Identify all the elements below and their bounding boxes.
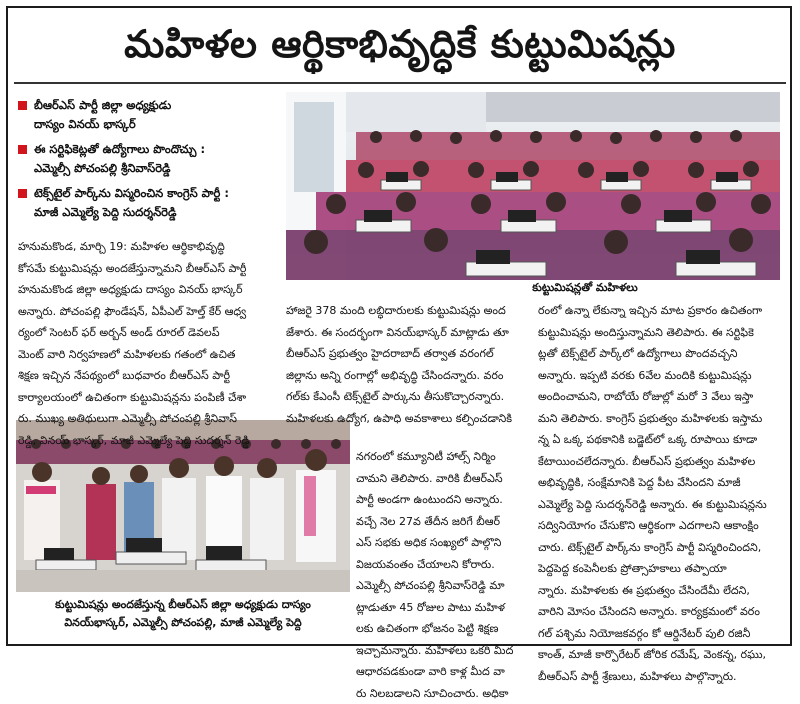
text-line: బీఆర్ఎస్ పార్టీ శ్రేణులు, మహిళలు పాల్గొన్నారు. xyxy=(538,666,782,688)
bullet-list xyxy=(18,96,284,228)
caption-line: కుట్టుమిషన్లు అందజేస్తున్న బీఆర్ఎస్ జిల్లా అధ్యక్షుడు దాస్యం xyxy=(16,596,350,614)
text-line: వచ్చే నెల 27వ తేదీన జరిగే బీఆర్ xyxy=(356,511,526,533)
bullet-item xyxy=(18,140,284,178)
text-line: గల్‌కు కేఎంసీ టెక్స్‌టైల్ పార్కును తీసుకొచ్చారన్నారు. xyxy=(286,386,528,408)
text-line: కార్యాలయంలో ఉచితంగా కుట్టుమిషన్లను పంపిణీ చేశా xyxy=(18,387,280,409)
sewing-class-photo-image xyxy=(286,92,780,280)
text-line: జిల్లాను అన్ని రంగాల్లో అభివృద్ధి చేసిందన్నారు. వరం xyxy=(286,365,528,387)
text-line: కాంత్, మాజీ కార్పొరేటర్ జోరిక రమేష్, వెంకన్న, రఘు, xyxy=(538,644,782,666)
text-line: గల్ పశ్చిమ నియోజకవర్గం కో ఆర్డినేటర్ పులి రజినీ xyxy=(538,623,782,645)
bullet-line: మాజీ ఎమ్మెల్యే పెద్ది సుదర్శన్‌రెడ్డి xyxy=(34,203,284,222)
text-line: రంలో ఉన్నా లేకున్నా ఇచ్చిన మాట ప్రకారం ఉచితంగా xyxy=(538,300,782,322)
text-line: కోసమే కుట్టుమిషన్లు అందజేస్తున్నామని బీఆర్ఎస్ పార్టీ xyxy=(18,258,280,280)
text-line: ట్లతో టెక్స్‌టైల్ పార్క్‌లో ఉద్యోగాలు పొందవచ్చని xyxy=(538,343,782,365)
article-column-2-lower xyxy=(356,446,526,704)
text-line: రు. ముఖ్య అతిథులుగా ఎమ్మెల్సీ పోచంపల్లి శ్రీనివాస్ xyxy=(18,408,280,430)
text-line: చామని తెలిపారు. వారికి బీఆర్ఎస్ xyxy=(356,468,526,490)
text-line: బీఆర్ఎస్ ప్రభుత్వం హైదరాబాద్ తర్వాత వరంగల్ xyxy=(286,343,528,365)
red-square-bullet-icon xyxy=(18,101,27,110)
text-line: విజయవంతం చేయాలని కోరారు. xyxy=(356,554,526,576)
red-square-bullet-icon xyxy=(18,145,27,154)
text-line: రు నిలబడాలని సూచించారు. అధికా xyxy=(356,683,526,704)
article-column-3 xyxy=(538,300,782,687)
text-line: ఎమ్మెల్సీ పోచంపల్లి శ్రీనివాస్‌రెడ్డి మా xyxy=(356,575,526,597)
article-column-2 xyxy=(286,300,528,429)
bullet-line: ఎమ్మెల్సీ పోచంపల్లి శ్రీనివాస్‌రెడ్డి xyxy=(34,159,284,178)
text-line: హనుమకొండ, మార్చి 19: మహిళల ఆర్థికాభివృద్ధి xyxy=(18,236,280,258)
red-square-bullet-icon xyxy=(18,189,27,198)
text-line: న్నారు. మహిళలకు ఈ ప్రభుత్వం చేసిందేమీ లేదని, xyxy=(538,580,782,602)
text-line: మహిళలకు ఉద్యోగ, ఉపాధి అవకాశాలు కల్పించడానికి xyxy=(286,408,528,430)
article-column-1 xyxy=(18,236,280,451)
bullet-item xyxy=(18,96,284,134)
text-line: అభివృద్ధికి, సంక్షేమానికి పెద్ద పీట వేసిందని మాజీ xyxy=(538,472,782,494)
text-line: ఆధారపడకుండా వారి కాళ్ల మీద వా xyxy=(356,661,526,683)
text-line: లకు ఉచితంగా భోజనం పెట్టి శిక్షణ xyxy=(356,618,526,640)
bullet-line: బీఆర్ఎస్ పార్టీ జిల్లా అధ్యక్షుడు xyxy=(34,96,284,115)
text-line: హాజరై 378 మంది లబ్ధిదారులకు కుట్టుమిషన్లు అంద xyxy=(286,300,528,322)
text-line: జేశారు. ఈ సందర్భంగా వినయ్‌భాస్కర్ మాట్లాడు తూ xyxy=(286,322,528,344)
sewing-class-photo xyxy=(286,92,780,280)
bullet-line: టెక్స్‌టైల్ పార్క్‌ను విస్మరించిన కాంగ్రెస్ పార్టీ : xyxy=(34,184,284,203)
text-line: అన్నారు. పోచంపల్లి ఫౌండేషన్, ఏపీఎల్ హెల్త్ కేర్ ఆధ్వ xyxy=(18,301,280,323)
text-line: ర్యంలో సెంటర్ ఫర్ అర్బన్ అండ్ రూరల్ డెవలప్ xyxy=(18,322,280,344)
text-line: సద్వినియోగం చేసుకొని ఆర్థికంగా ఎదగాలని ఆకాంక్షిం xyxy=(538,515,782,537)
text-line: ట్లాడుతూ 45 రోజుల పాటు మహిళ xyxy=(356,597,526,619)
bottom-photo-caption xyxy=(16,596,350,632)
top-photo-caption: కుట్టుమిషన్లతో మహిళలు xyxy=(470,280,700,296)
text-line: కుట్టుమిషన్లు అందిస్తున్నామని తెలిపారు. ఈ సర్టిఫికె xyxy=(538,322,782,344)
text-line: నగరంలో కమ్యూనిటీ హాల్స్ నిర్మిం xyxy=(356,446,526,468)
text-line: హనుమకొండ జిల్లా అధ్యక్షుడు దాస్యం వినయ్ భాస్కర్ xyxy=(18,279,280,301)
text-line: వారిని మోసం చేసిందని అన్నారు. కార్యక్రమంలో వరం xyxy=(538,601,782,623)
text-line: రెడ్డి, వినయ్ భాస్కర్, మాజీ ఎమ్మెల్యే పెద్ది సుదర్శన్ రెడ్డి xyxy=(18,430,280,452)
bullet-line: దాస్యం వినయ్ భాస్కర్ xyxy=(34,115,284,134)
caption-line: వినయ్‌భాస్కర్, ఎమ్మెల్సీ పోచంపల్లి, మాజీ ఎమ్మెల్యే పెద్ది xyxy=(16,614,350,632)
bullet-line: ఈ సర్టిఫికెట్లతో ఉద్యోగాలు పొందొచ్చు : xyxy=(34,140,284,159)
text-line: ఎస్ సభకు అధిక సంఖ్యలో పాల్గొని xyxy=(356,532,526,554)
bullet-item xyxy=(18,184,284,222)
text-line: మని తెలిపారు. కాంగ్రెస్ ప్రభుత్వం మహిళలకు ఇస్తామ xyxy=(538,408,782,430)
text-line: ఎమ్మెల్యే పెద్ది సుదర్శన్‌రెడ్డి అన్నారు. ఈ కుట్టుమిషన్లను xyxy=(538,494,782,516)
headline-rule xyxy=(14,82,786,84)
text-line: పార్టీ అండగా ఉంటుందని అన్నారు. xyxy=(356,489,526,511)
text-line: అన్నారు. ఇప్పటి వరకు 6వేల మందికి కుట్టుమిషన్లు xyxy=(538,365,782,387)
text-line: కేటాయించలేదన్నారు. బీఆర్ఎస్ ప్రభుత్వం మహిళల xyxy=(538,451,782,473)
text-line: మెంట్ వారి నిర్వహణలో మహిళలకు గతంలో ఉచిత xyxy=(18,344,280,366)
text-line: పెద్దపెద్ద కంపెనీలకు ప్రోత్సాహకాలు తప్పాయా xyxy=(538,558,782,580)
text-line: అందించామని, రాబోయే రోజుల్లో మరో 3 వేలు ఇస్తా xyxy=(538,386,782,408)
text-line: న్న ఏ ఒక్క పథకానికి బడ్జెట్‌లో ఒక్క రూపాయి కూడా xyxy=(538,429,782,451)
text-line: చారు. టెక్స్‌టైల్ పార్క్‌ను కాంగ్రెస్ పార్టీ విస్మరించిందని, xyxy=(538,537,782,559)
text-line: ఇచ్చామన్నారు. మహిళలు ఒకరి మీద xyxy=(356,640,526,662)
headline: మహిళల ఆర్థికాభివృద్ధికే కుట్టుమిషన్లు xyxy=(10,14,790,74)
text-line: శిక్షణ ఇచ్చిన నేపథ్యంలో బుధవారం బీఆర్ఎస్ పార్టీ xyxy=(18,365,280,387)
